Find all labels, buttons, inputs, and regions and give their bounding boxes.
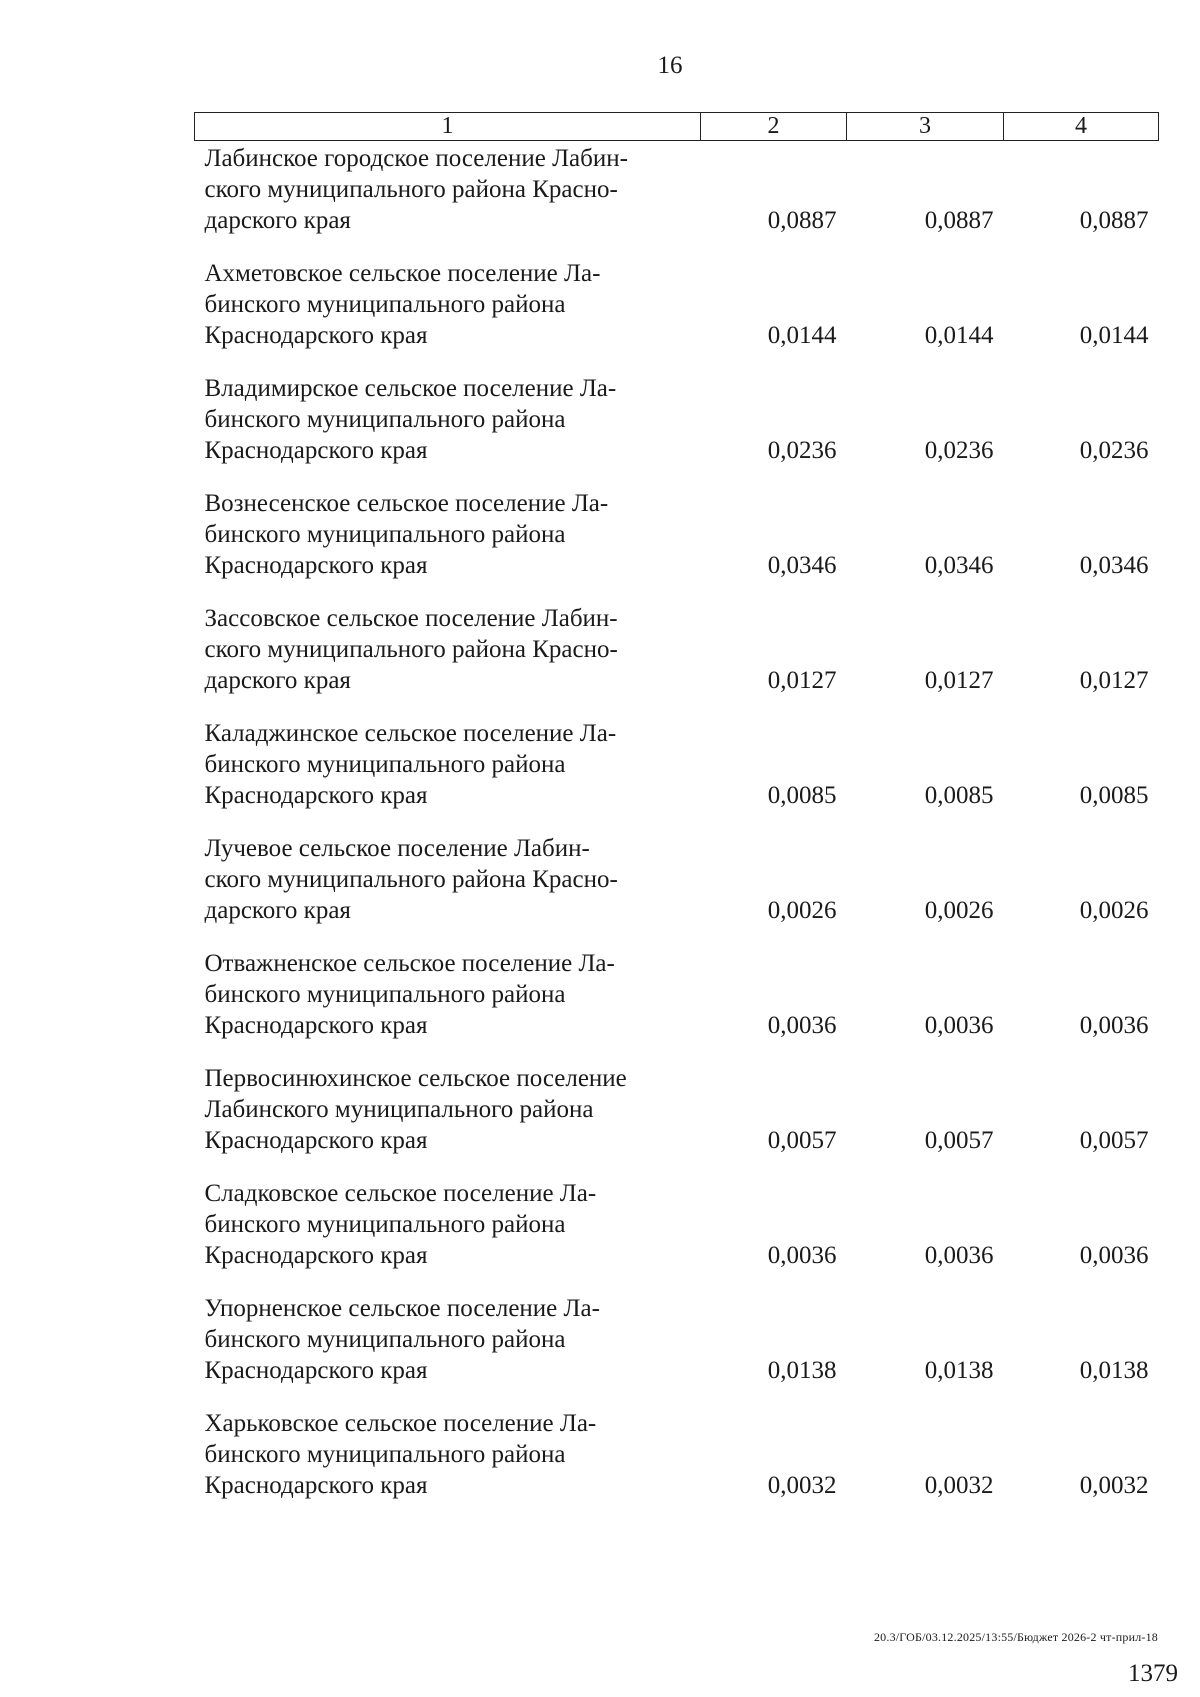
table-row [195, 581, 1159, 696]
table-row [195, 1156, 1159, 1271]
value-col-2: 0,0085 [767, 782, 837, 809]
value-col-4: 0,0127 [1079, 667, 1149, 694]
table-body [195, 141, 1159, 1502]
value-col-3: 0,0236 [924, 437, 994, 464]
value-col-2: 0,0346 [767, 552, 837, 579]
value-col-3: 0,0085 [924, 782, 994, 809]
settlement-name: Каладжинское сельское поселение Ла- бинского муниципального района Краснодарского края [204, 720, 617, 809]
settlement-name: Первосинюхинское сельское поселение Лабинского муниципального района Краснодарского края [204, 1065, 627, 1154]
table-row [195, 466, 1159, 581]
settlement-name: Вознесенское сельское поселение Ла- бинского муниципального района Краснодарского края [204, 490, 609, 579]
value-col-3: 0,0032 [924, 1472, 994, 1499]
value-col-4: 0,0032 [1079, 1472, 1149, 1499]
table-row [195, 351, 1159, 466]
table-row [195, 811, 1159, 926]
value-col-3: 0,0127 [924, 667, 994, 694]
value-col-4: 0,0346 [1079, 552, 1149, 579]
value-col-3: 0,0036 [924, 1242, 994, 1269]
settlement-name: Сладковское сельское поселение Ла- бинского муниципального района Краснодарского края [204, 1180, 597, 1269]
value-col-2: 0,0036 [767, 1012, 837, 1039]
settlement-name: Отважненское сельское поселение Ла- бинского муниципального района Краснодарского края [204, 950, 615, 1039]
settlement-name: Ахметовское сельское поселение Ла- бинского муниципального района Краснодарского края [204, 260, 601, 349]
value-col-3: 0,0346 [924, 552, 994, 579]
table-header [195, 113, 1159, 141]
page-number: 16 [657, 52, 683, 79]
table-row [195, 926, 1159, 1041]
allocation-table [194, 112, 1159, 1501]
value-col-4: 0,0144 [1079, 322, 1149, 349]
table-row [195, 236, 1159, 351]
value-col-3: 0,0138 [924, 1357, 994, 1384]
value-col-2: 0,0887 [767, 207, 837, 234]
settlement-name: Зассовское сельское поселение Лабин- ского муниципального района Красно- дарского края [204, 605, 618, 694]
value-col-4: 0,0887 [1079, 207, 1149, 234]
value-col-4: 0,0036 [1079, 1012, 1149, 1039]
value-col-2: 0,0057 [767, 1127, 837, 1154]
column-header-1: 1 [195, 113, 701, 141]
value-col-4: 0,0236 [1079, 437, 1149, 464]
value-col-2: 0,0127 [767, 667, 837, 694]
sheet-number: 1379 [1128, 1660, 1178, 1687]
value-col-4: 0,0085 [1079, 782, 1149, 809]
value-col-3: 0,0144 [924, 322, 994, 349]
settlement-name: Упорненское сельское поселение Ла- бинского муниципального района Краснодарского края [204, 1295, 600, 1384]
settlement-name: Харьковское сельское поселение Ла- бинского муниципального района Краснодарского края [204, 1410, 597, 1499]
settlement-name: Владимирское сельское поселение Ла- бинского муниципального района Краснодарского края [204, 375, 617, 464]
value-col-2: 0,0144 [767, 322, 837, 349]
value-col-2: 0,0026 [767, 897, 837, 924]
settlement-name: Лучевое сельское поселение Лабин- ского муниципального района Красно- дарского края [204, 835, 618, 924]
table-row [195, 141, 1159, 237]
column-header-2: 2 [701, 113, 847, 141]
value-col-4: 0,0057 [1079, 1127, 1149, 1154]
value-col-4: 0,0036 [1079, 1242, 1149, 1269]
document-code: 20.3/ГОБ/03.12.2025/13:55/Бюджет 2026-2 чт-прил-18 [873, 1630, 1158, 1644]
column-header-3: 3 [847, 113, 1004, 141]
table-row [195, 696, 1159, 811]
table-row [195, 1041, 1159, 1156]
value-col-3: 0,0036 [924, 1012, 994, 1039]
value-col-4: 0,0138 [1079, 1357, 1149, 1384]
value-col-2: 0,0036 [767, 1242, 837, 1269]
table-row [195, 1271, 1159, 1386]
value-col-3: 0,0057 [924, 1127, 994, 1154]
column-header-4: 4 [1004, 113, 1159, 141]
value-col-3: 0,0026 [924, 897, 994, 924]
value-col-3: 0,0887 [924, 207, 994, 234]
value-col-2: 0,0138 [767, 1357, 837, 1384]
value-col-2: 0,0032 [767, 1472, 837, 1499]
table-row [195, 1386, 1159, 1501]
settlement-name: Лабинское городское поселение Лабин- ского муниципального района Красно- дарского края [204, 145, 628, 234]
value-col-4: 0,0026 [1079, 897, 1149, 924]
value-col-2: 0,0236 [767, 437, 837, 464]
